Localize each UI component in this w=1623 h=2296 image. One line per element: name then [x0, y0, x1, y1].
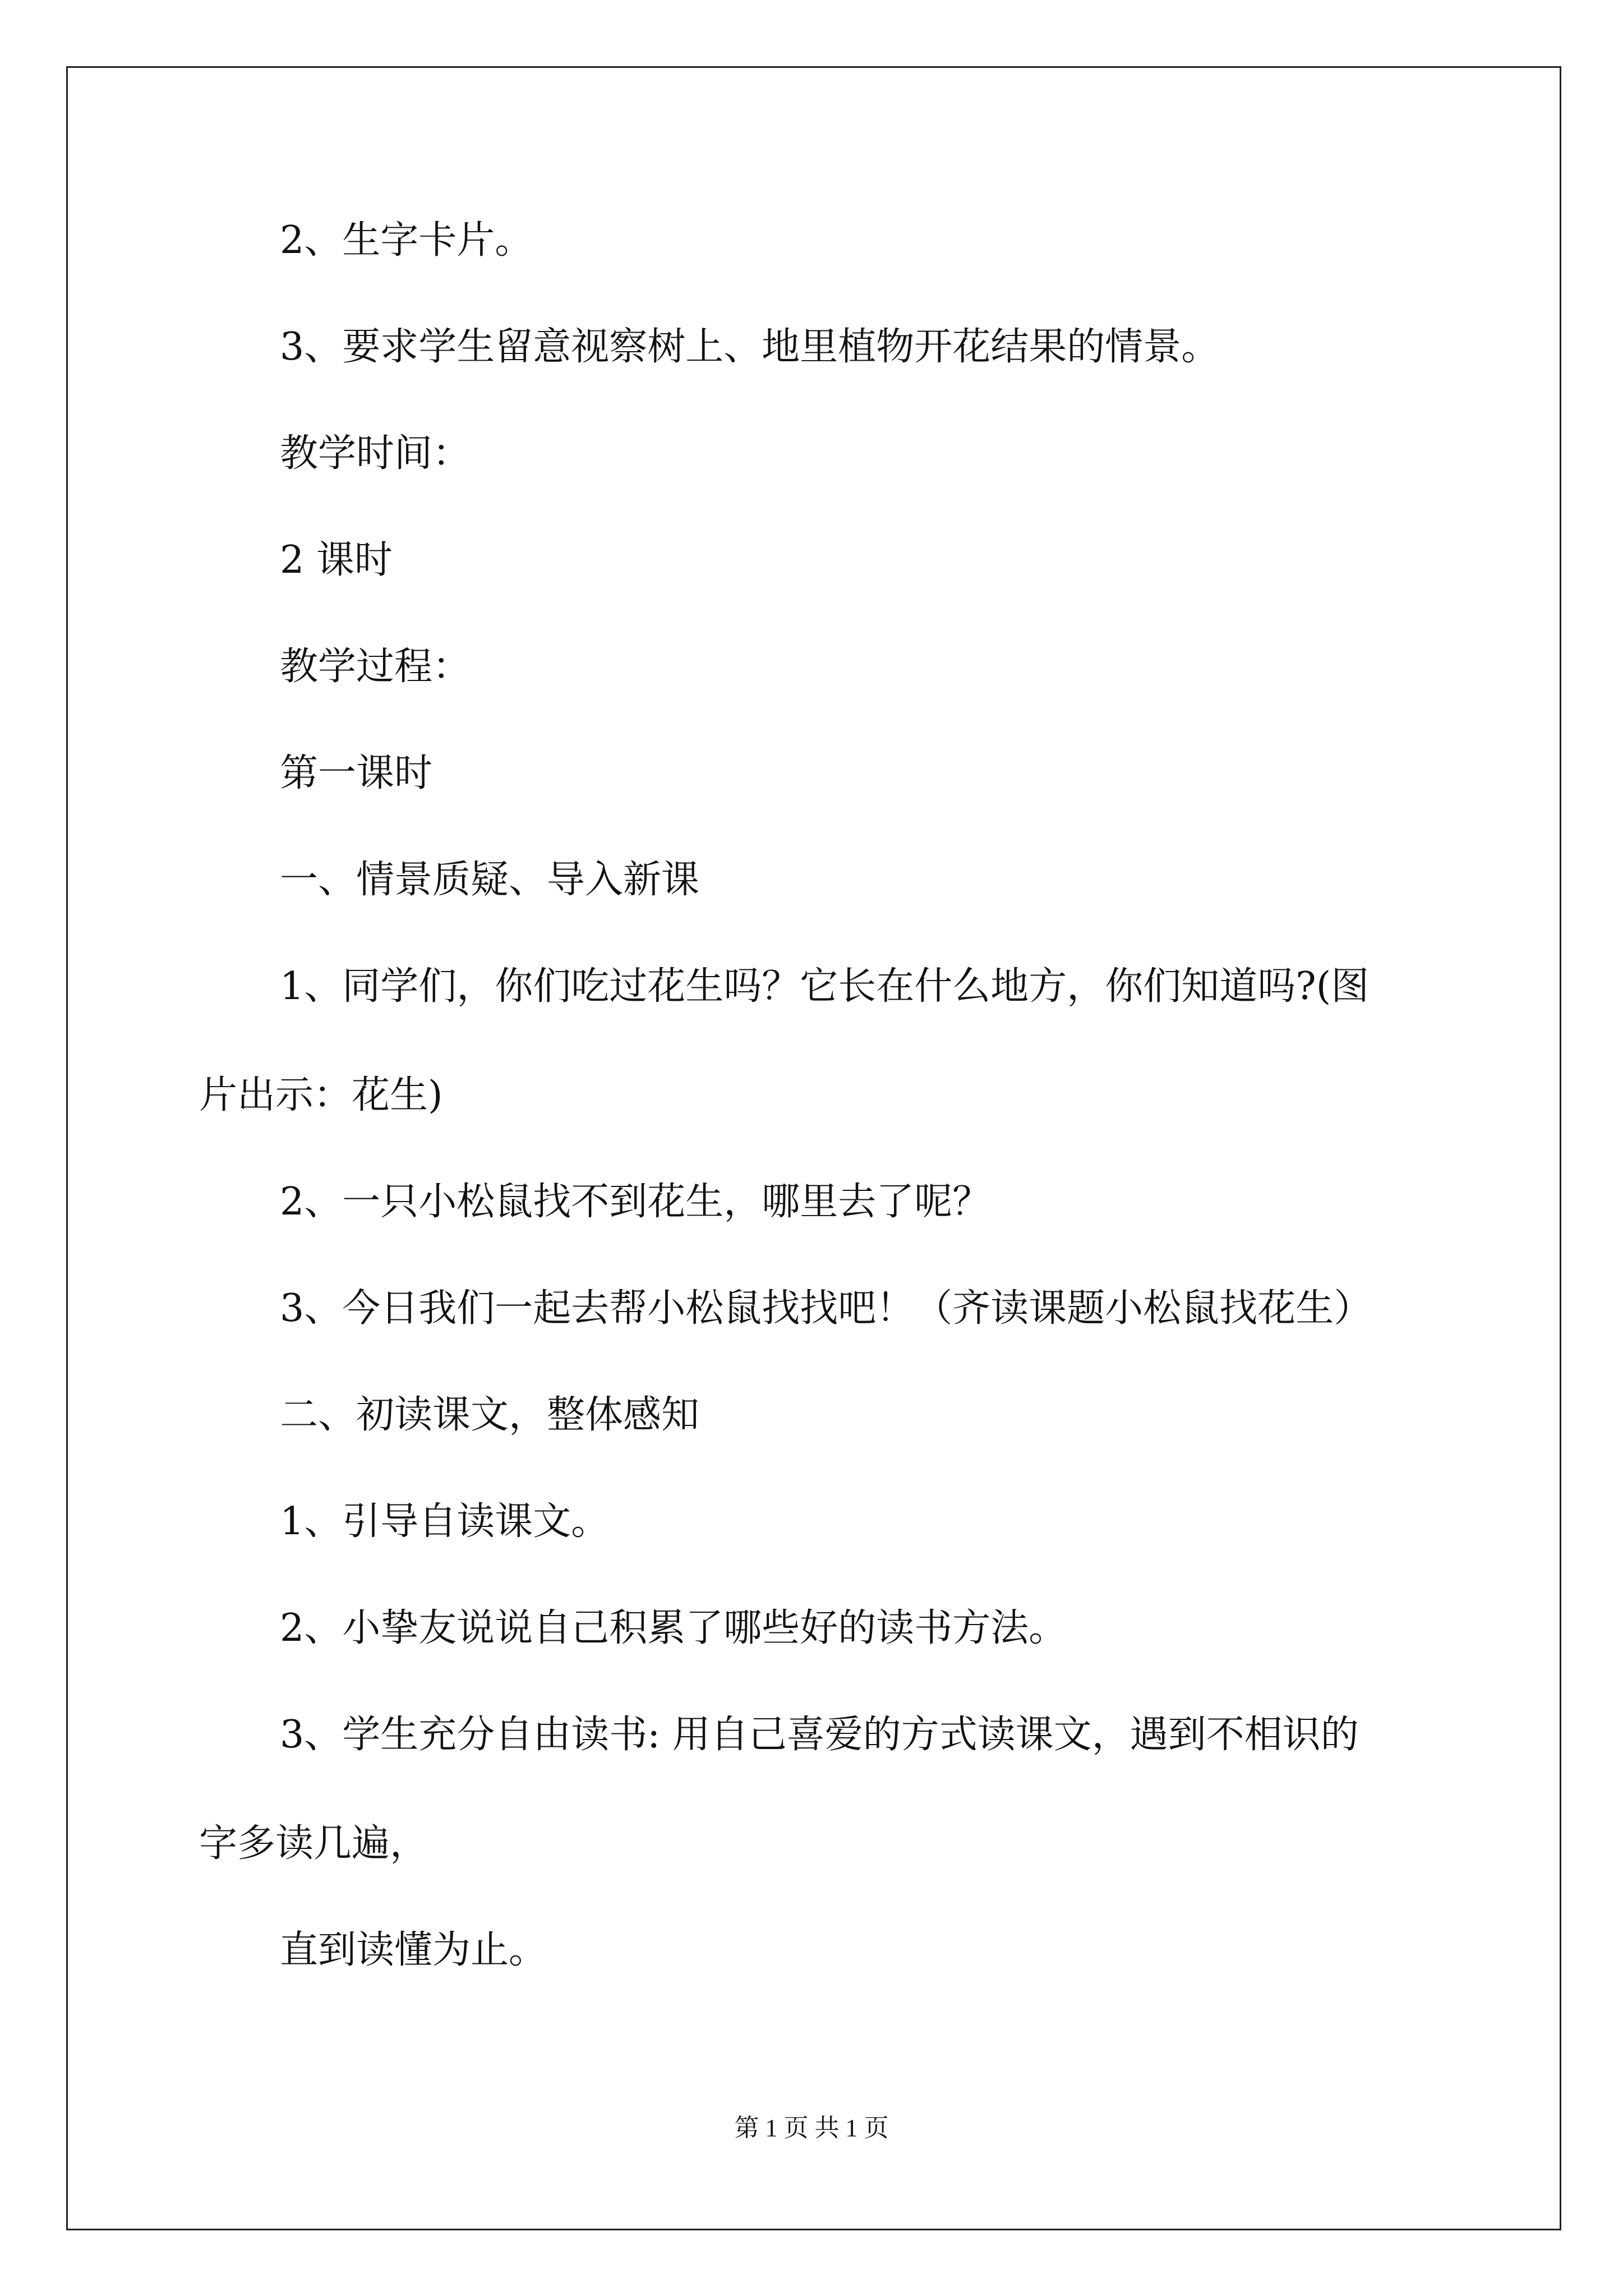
paragraph: 3、学生充分自由读书: 用自己喜爱的方式读课文，遇到不相识的: [280, 1713, 1359, 1757]
paragraph-continuation: 字多读几遍，: [199, 1821, 428, 1866]
paragraph: 1、引导自读课文。: [280, 1499, 610, 1544]
paragraph: 1、同学们，你们吃过花生吗？它长在什么地方，你们知道吗?(图: [280, 964, 1370, 1009]
paragraph: 2、小挚友说说自己积累了哪些好的读书方法。: [280, 1606, 1067, 1650]
paragraph: 二、初读课文，整体感知: [280, 1393, 700, 1437]
document-body: [199, 218, 1438, 2038]
paragraph: 一、情景质疑、导入新课: [280, 858, 700, 902]
page-footer: 第 1 页 共 1 页: [734, 2114, 889, 2142]
paragraph: 直到读懂为止。: [280, 1928, 547, 1972]
paragraph-continuation: 片出示：花生): [199, 1073, 443, 1117]
paragraph: 3、要求学生留意视察树上、地里植物开花结果的情景。: [280, 325, 1220, 369]
paragraph: 教学过程：: [280, 645, 471, 689]
paragraph: 教学时间：: [280, 431, 471, 476]
paragraph: 第一课时: [280, 751, 433, 795]
paragraph: 3、今日我们一起去帮小松鼠找找吧！（齐读课题小松鼠找花生）: [280, 1286, 1372, 1331]
paragraph: 2、生字卡片。: [280, 218, 533, 263]
paragraph: 2 课时: [280, 538, 393, 582]
paragraph: 2、一只小松鼠找不到花生，哪里去了呢？: [280, 1180, 991, 1224]
